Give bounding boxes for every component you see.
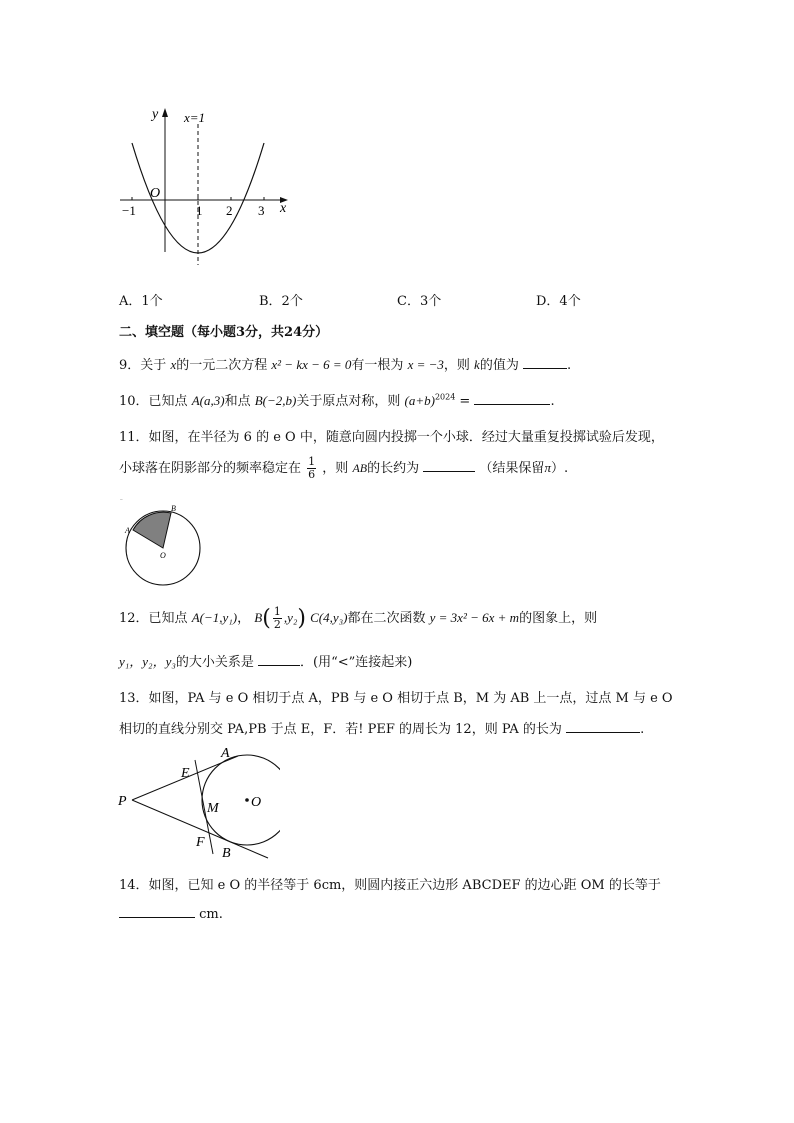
tangent-circle <box>202 755 280 845</box>
fraction-one-sixth: $\frac{1}{6}$ <box>308 455 316 481</box>
label-e: E <box>181 766 190 781</box>
question-12-line1: 12．已知点 A(−1,y₁)， B( $\frac{1}{2}$ ,y₂) C(4,y₃)都在二次函数 y = 3x² − 6x + m的图象上，则 <box>119 605 598 631</box>
center-dot <box>245 798 249 802</box>
tick-label-2: 2 <box>226 203 233 218</box>
tick-label-neg1: −1 <box>122 203 136 218</box>
answer-blank-10[interactable] <box>474 392 550 405</box>
question-10: 10．已知点 A(a,3)和点 B(−2,b)关于原点对称，则 $(a+b)^{2024}$ = . <box>119 392 555 409</box>
tangent-figure <box>115 740 280 862</box>
question-13-line2: 相切的直线分别交 PA,PB 于点 E，F．若! PEF 的周长为 12，则 PA 的长为 . <box>119 722 645 737</box>
question-9: 9．关于 x的一元二次方程 x² − kx − 6 = 0有一根为 x = −3，则 k的值为 . <box>119 357 572 373</box>
sector-label-o: O <box>160 551 166 560</box>
answer-blank-12[interactable] <box>258 653 300 666</box>
shaded-sector <box>133 512 171 548</box>
tick-label-3: 3 <box>258 203 265 218</box>
question-14-line2: cm. <box>119 905 223 922</box>
origin-label: O <box>150 186 161 201</box>
option-d: D．4个 <box>536 294 581 309</box>
question-13-line1: 13．如图，PA 与 e O 相切于点 A，PB 与 e O 相切于点 B，M 为 AB 上一点，过点 M 与 e O <box>119 691 673 706</box>
sector-figure <box>118 496 213 591</box>
label-p: P <box>118 794 127 809</box>
answer-blank-13[interactable] <box>566 720 640 733</box>
label-m: M <box>207 801 219 816</box>
option-c: C．3个 <box>397 294 442 309</box>
answer-blank-14[interactable] <box>119 905 195 918</box>
question-11-line2: 小球落在阴影部分的频率稳定在 $\frac{1}{6}$ ，则 AB的长约为 （结果保留π）. <box>119 455 569 481</box>
label-b: B <box>222 846 231 861</box>
option-b: B．2个 <box>259 294 303 309</box>
option-a: A．1个 <box>119 294 163 309</box>
section-heading: 二、填空题（每小题3分，共24分） <box>119 325 329 340</box>
parabola-figure <box>110 100 300 280</box>
label-a: A <box>221 746 230 761</box>
y-axis-label: y <box>152 107 159 122</box>
tick-label-1: 1 <box>196 203 203 218</box>
y-axis-arrow <box>162 108 168 117</box>
svg-text:ˉ: ˉ <box>120 497 123 506</box>
sector-label-a: A <box>125 526 130 535</box>
label-f: F <box>196 835 205 850</box>
question-14-line1: 14．如图，已知 e O 的半径等于 6cm，则圆内接正六边形 ABCDEF 的边心距 OM 的长等于 <box>119 878 661 893</box>
x-axis-label: x <box>280 201 287 216</box>
answer-blank-9[interactable] <box>523 356 567 369</box>
question-12-line2: y₁，y₂，y₃的大小关系是 ．(用“<”连接起来) <box>119 654 413 670</box>
fraction-one-half: $\frac{1}{2}$ <box>273 605 281 631</box>
answer-blank-11[interactable] <box>423 459 475 472</box>
symmetry-label: x=1 <box>184 110 206 125</box>
sector-label-b: B <box>171 504 176 513</box>
label-o: O <box>251 795 262 810</box>
question-11-line1: 11．如图，在半径为 6 的 e O 中，随意向圆内投掷一个小球．经过大量重复投掷试验后发现， <box>119 430 664 445</box>
